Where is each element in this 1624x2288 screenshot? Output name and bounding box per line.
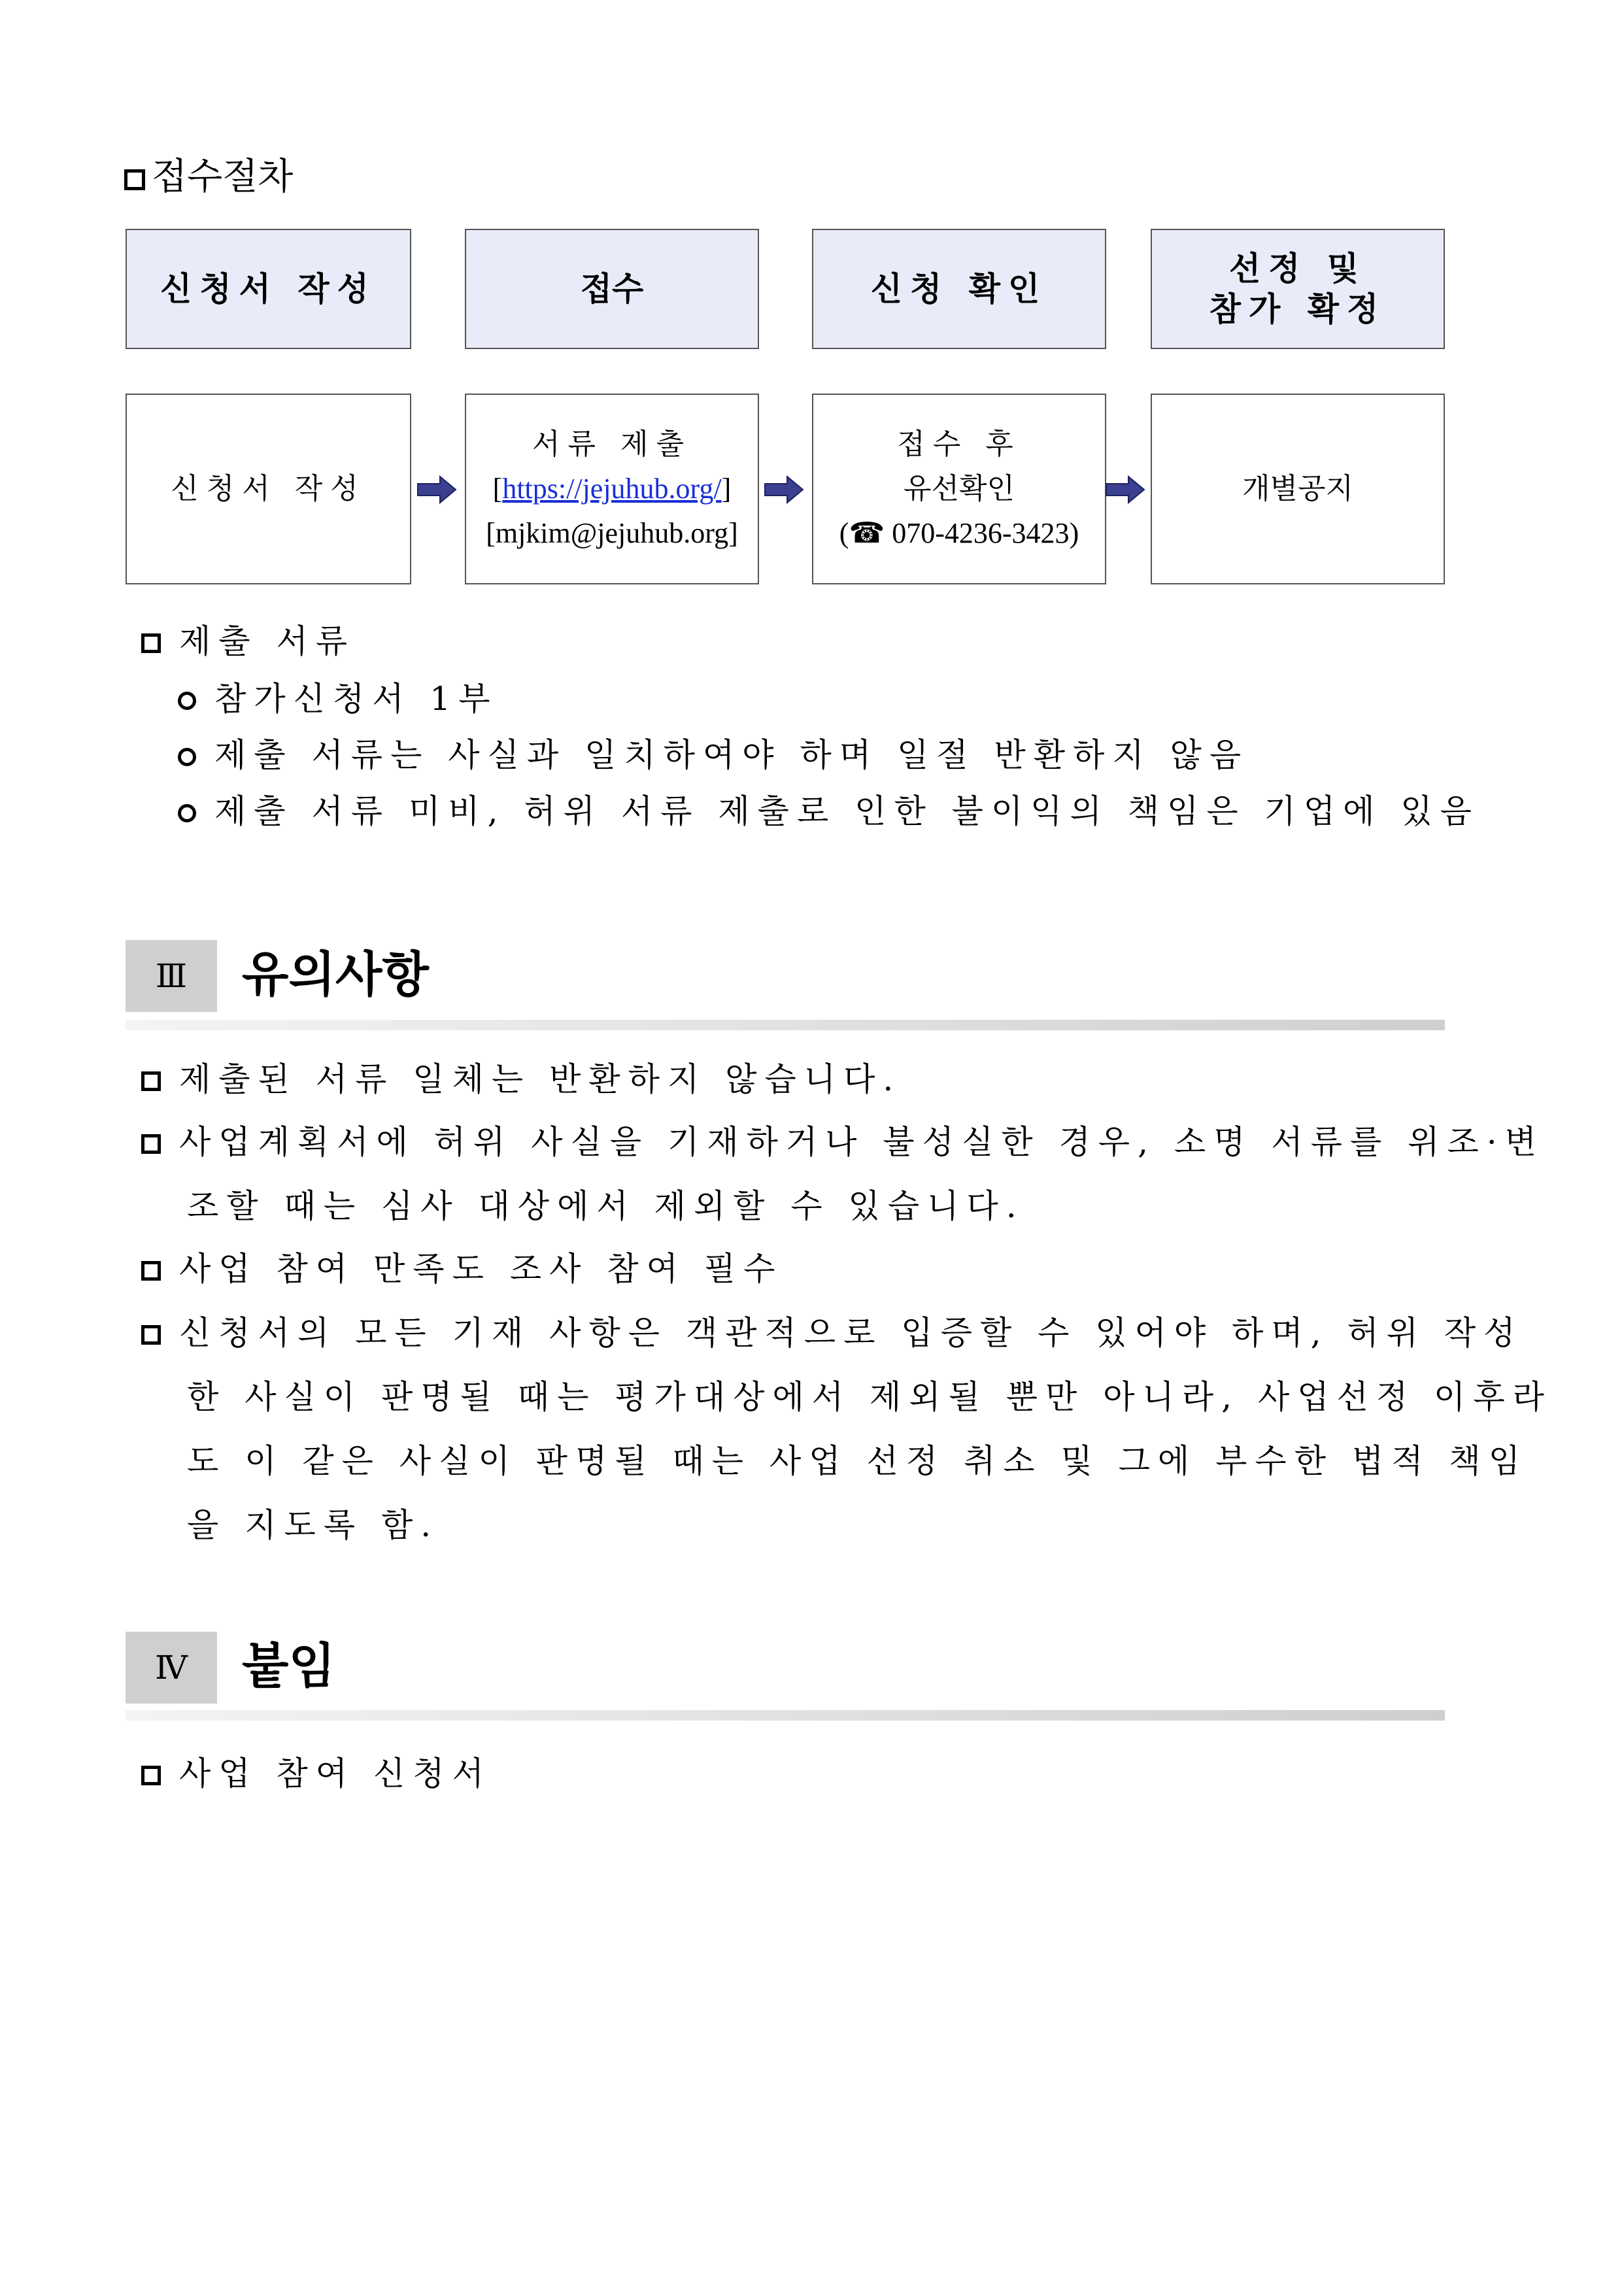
step-header-selection: 선정 및 참가 확정 [1151,229,1445,349]
notice-item-continued: 한 사실이 판명될 때는 평가대상에서 제외될 뿐만 아니라, 사업선정 이후라 [187,1378,1552,1416]
list-item: 제출 서류는 사실과 일치하여야 하며 일절 반환하지 않음 [178,735,1249,775]
step-header-confirm: 신청 확인 [812,229,1106,349]
section-title: 유의사항 [242,947,429,1003]
notice-item: 사업 참여 만족도 조사 참여 필수 [141,1249,783,1289]
circle-bullet-icon [178,692,196,710]
notice-item: 제출된 서류 일체는 반환하지 않습니다. [141,1059,901,1100]
procedure-title: 접수절차 [124,154,293,200]
square-bullet-icon [141,1071,161,1091]
list-item: 제출 서류 미비, 허위 서류 제출로 인한 불이익의 책임은 기업에 있음 [178,791,1480,832]
arrow-right-icon [1105,475,1145,505]
step-detail-submit: 서류 제출 [https://jejuhub.org/] [mjkim@jejuhub.org] [465,394,759,584]
section-number: Ⅲ [126,940,217,1012]
square-bullet-icon [124,169,145,190]
website-link[interactable]: https://jejuhub.org/ [502,473,722,505]
notice-item-continued: 도 이 같은 사실이 판명될 때는 사업 선정 취소 및 그에 부수한 법적 책임 [187,1442,1529,1480]
circle-bullet-icon [178,748,196,766]
list-item: 참가신청서 1부 [178,679,498,719]
square-bullet-icon [141,1325,161,1345]
notice-item: 사업계획서에 허위 사실을 기재하거나 불성실한 경우, 소명 서류를 위조·변 [141,1122,1544,1162]
square-bullet-icon [141,633,161,653]
step-header-apply: 신청서 작성 [126,229,411,349]
attachment-item: 사업 참여 신청서 [141,1753,492,1794]
section-divider [126,1020,1445,1030]
notice-item-continued: 조할 때는 심사 대상에서 제외할 수 있습니다. [187,1187,1024,1225]
email-address: [mjkim@jejuhub.org] [486,517,738,549]
section-number: Ⅳ [126,1632,217,1704]
notice-item: 신청서의 모든 기재 사항은 객관적으로 입증할 수 있어야 하며, 허위 작성 [141,1313,1523,1353]
arrow-right-icon [416,475,457,505]
step-detail-notice: 개별공지 [1151,394,1445,584]
circle-bullet-icon [178,804,196,822]
square-bullet-icon [141,1261,161,1281]
step-detail-confirm: 접수 후 유선확인 (☎ 070-4236-3423) [812,394,1106,584]
step-detail-apply: 신청서 작성 [126,394,411,584]
square-bullet-icon [141,1134,161,1154]
phone-icon: ☎ [849,517,885,549]
section-title: 붙임 [242,1638,335,1694]
step-header-receipt: 접수 [465,229,759,349]
section-divider [126,1710,1445,1721]
documents-title: 제출 서류 [141,621,355,662]
notice-item-continued: 을 지도록 함. [187,1506,439,1544]
arrow-right-icon [764,475,804,505]
square-bullet-icon [141,1766,161,1785]
